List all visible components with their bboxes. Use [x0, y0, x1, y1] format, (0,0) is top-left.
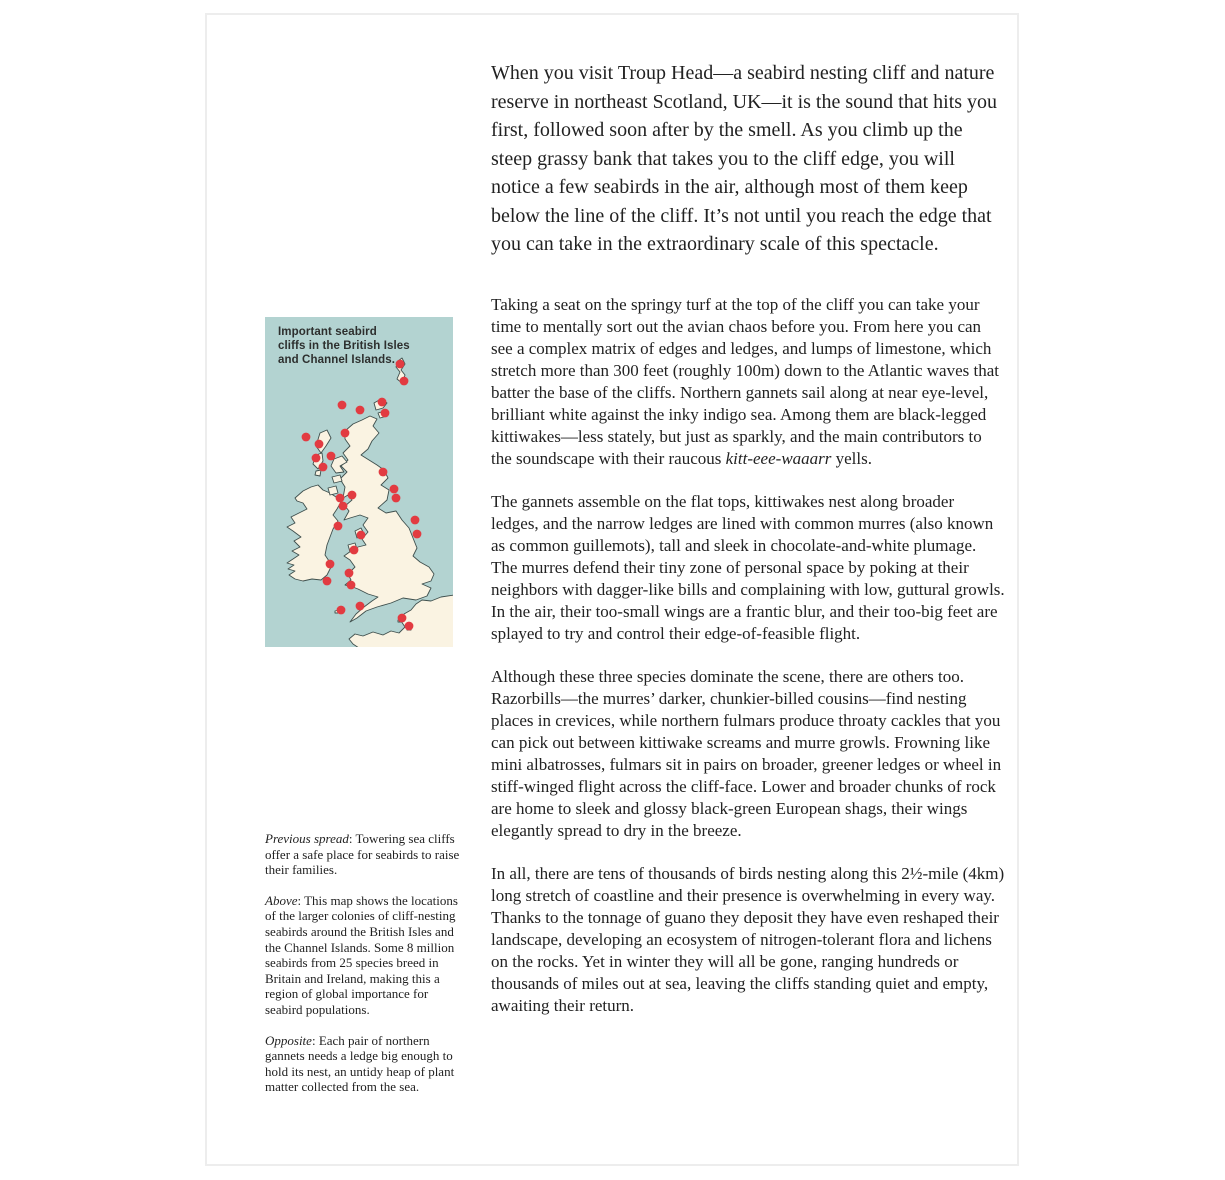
colony-dot: [350, 546, 359, 555]
colony-dot: [302, 433, 311, 442]
colony-dot: [339, 502, 348, 511]
colony-dot: [381, 409, 390, 418]
caption-list: [265, 831, 463, 1110]
land-islay: [328, 486, 338, 495]
body-paragraph: The gannets assemble on the flat tops, kittiwakes nest along broader ledges, and the narrow ledges are lined with common murres (also known as common guillemots), tall and sleek in chocolate-and-white plumage. The murres defend their tiny zone of personal space by poking at their neighbors with dagger-like bills and complaining with low, guttural growls. In the air, their too-small wings are a frantic blur, and their too-big feet are splayed to try and control their edge-of-feasible flight.: [491, 491, 1005, 643]
colony-dot: [390, 485, 399, 494]
figure-caption: Opposite: Each pair of northern gannets needs a ledge big enough to hold its nest, an untidy heap of plant matter collected from the sea.: [265, 1032, 455, 1095]
colony-dot: [379, 468, 388, 477]
colony-dot: [319, 463, 328, 472]
colony-dot: [392, 494, 401, 503]
intro-paragraph: When you visit Troup Head—a seabird nesting cliff and nature reserve in northeast Scotland, UK—it is the sound that hits you first, followed soon after by the smell. As you climb up the steep grassy bank that takes you to the cliff edge, you will notice a few seabirds in the air, although most of them keep below the line of the cliff. It’s not until you reach the edge that you can take in the extraordinary scale of this spectacle.: [491, 62, 998, 255]
colony-dot: [312, 454, 321, 463]
colony-dot: [337, 606, 346, 615]
colony-dot: [323, 577, 332, 586]
colony-dot: [326, 560, 335, 569]
colony-dot: [341, 429, 350, 438]
colony-dot: [356, 602, 365, 611]
colony-dot: [334, 522, 343, 531]
colony-dot: [327, 452, 336, 461]
colony-dot: [405, 622, 414, 631]
colony-dot: [336, 494, 345, 503]
seabird-cliffs-map: [265, 317, 453, 647]
colony-dot: [338, 401, 347, 410]
figure-caption: Above: This map shows the locations of the larger colonies of cliff-nesting seabirds around the British Isles and the Channel Islands. Some 8 million seabirds from 25 species breed in Britain and Ireland, making this a region of global importance for seabird populations.: [265, 892, 458, 1017]
body-paragraph: In all, there are tens of thousands of birds nesting along this 2½-mile (4km) long stretch of coastline and their presence is overwhelming in every way. Thanks to the tonnage of guano they deposit they have even reshaped their landscape, developing an ecosystem of nitrogen-tolerant flora and lichens on the rocks. Yet in winter they will all be gone, ranging hundreds or thousands of miles out at sea, leaving the cliffs standing quiet and empty, awaiting their return.: [491, 863, 1005, 1015]
colony-dot: [345, 569, 354, 578]
figure-caption: Previous spread: Towering sea cliffs offer a safe place for seabirds to raise their families.: [265, 831, 460, 878]
colony-dot: [411, 516, 420, 525]
colony-dot: [347, 581, 356, 590]
colony-dot: [378, 398, 387, 407]
colony-dot: [315, 440, 324, 449]
colony-dot: [357, 531, 366, 540]
land-mull: [332, 475, 342, 483]
main-text-column: [491, 59, 1005, 1038]
colony-dot: [413, 530, 422, 539]
colony-dot: [356, 406, 365, 415]
map-title: Important seabird cliffs in the British Isles and Channel Islands.: [278, 326, 410, 366]
book-page: [205, 13, 1019, 1166]
body-paragraph: Although these three species dominate the scene, there are others too. Razorbills—the murres’ darker, chunkier-billed cousins—find nesting places in crevices, while northern fulmars produce throaty cackles that you can pick out between kittiwake screams and murre growls. Frowning like mini albatrosses, fulmars sit in pairs on broader, greener ledges or wheel in stiff-winged flight across the cliff-face. Lower and broader chunks of rock are home to sleek and glossy black-green European shags, their wings elegantly spread to dry in the breeze.: [491, 666, 1002, 840]
body-paragraphs: [491, 294, 1005, 1017]
land-barra: [315, 470, 321, 476]
colony-dot: [400, 377, 409, 386]
body-paragraph: Taking a seat on the springy turf at the top of the cliff you can take your time to mentally sort out the avian chaos before you. From here you can see a complex matrix of edges and ledges, and lumps of limestone, which stretch more than 300 feet (roughly 100m) down to the Atlantic waves that batter the base of the cliffs. Northern gannets sail along at near eye-level, brilliant white against the inky indigo sea. Among them are black-legged kittiwakes—less stately, but just as sparkly, and the main contributors to the soundscape with their raucous kitt-eee-waaarr yells.: [491, 294, 999, 468]
colony-dot: [348, 491, 357, 500]
colony-dot: [398, 614, 407, 623]
